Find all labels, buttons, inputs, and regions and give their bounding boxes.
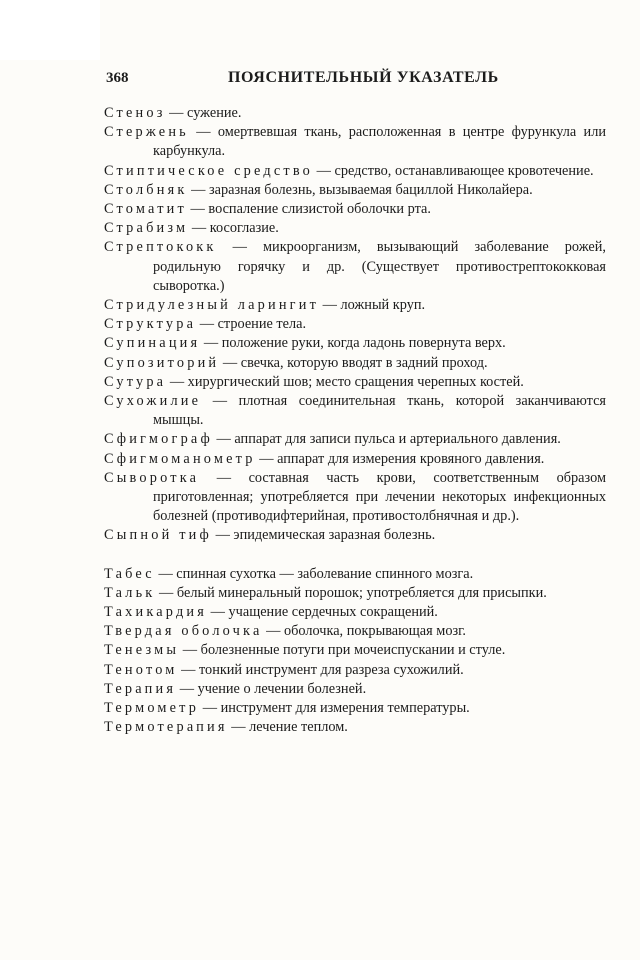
entry-term: Тенотом	[104, 661, 178, 678]
entry-term: Сфигмограф	[104, 431, 213, 448]
glossary-entry	[104, 334, 606, 353]
entry-term: Столбняк	[104, 181, 188, 198]
entry-definition: — плотная соединительная ткань, которой заканчиваются мышцы.	[153, 393, 606, 429]
entry-definition: — болезненные потуги при мочеиспускании и стуле.	[182, 642, 506, 659]
entry-definition: — оболочка, покрывающая мозг.	[266, 623, 466, 640]
glossary-entry	[104, 641, 606, 660]
entry-definition: — белый минеральный порошок; употребляется для присыпки.	[159, 584, 547, 601]
glossary-entry	[104, 354, 606, 373]
entry-definition: — ложный круп.	[322, 297, 426, 314]
entry-definition: — косоглазие.	[191, 220, 279, 237]
entry-term: Тальк	[104, 584, 156, 601]
glossary-entry	[104, 296, 606, 315]
entry-definition: — учение о лечении болезней.	[179, 680, 367, 697]
entry-definition: — составная часть крови, соответственным образом приготовленная; употребляется при лечении некоторых инфекционных болезней (противодифтерийная, противостолбнячная и др.).	[153, 469, 606, 525]
entry-definition: — воспаление слизистой оболочки рта.	[190, 201, 431, 218]
glossary-entry	[104, 603, 606, 622]
entry-definition: — заразная болезнь, вызываемая бациллой Николайера.	[191, 181, 533, 198]
entry-term: Стеноз	[104, 105, 166, 121]
entry-term: Стержень	[104, 124, 189, 141]
glossary-entry	[104, 392, 606, 430]
entry-term: Стоматит	[104, 201, 187, 218]
entry-term: Стрептококк	[104, 239, 217, 256]
entry-term: Супозиторий	[104, 354, 220, 371]
glossary-entry	[104, 200, 606, 219]
entry-definition: — строение тела.	[199, 316, 307, 333]
entry-definition: — омертвевшая ткань, расположенная в центре фурункула или карбункула.	[153, 124, 606, 160]
entry-definition: — аппарат для измерения кровяного давления.	[259, 450, 545, 467]
entry-term: Термометр	[104, 700, 200, 717]
entry-definition: — аппарат для записи пульса и артериального давления.	[216, 431, 561, 448]
glossary-entry	[104, 718, 606, 737]
entry-definition: — эпидемическая заразная болезнь.	[215, 527, 436, 544]
entry-definition: — учащение сердечных сокращений.	[210, 604, 438, 621]
running-title: ПОЯСНИТЕЛЬНЫЙ УКАЗАТЕЛЬ	[228, 69, 499, 86]
entry-definition: — свечка, которую вводят в задний проход.	[222, 354, 488, 371]
glossary-entries	[104, 104, 606, 738]
entry-term: Стридулезный ларингит	[104, 297, 320, 314]
glossary-entry	[104, 526, 606, 545]
glossary-entry	[104, 469, 606, 527]
entry-term: Структура	[104, 316, 197, 333]
entry-term: Сфигмоманометр	[104, 450, 256, 467]
glossary-entry	[104, 565, 606, 584]
glossary-entry	[104, 162, 606, 181]
entry-term: Стиптическое средство	[104, 162, 314, 179]
entry-definition: — лечение теплом.	[231, 719, 348, 736]
entry-term: Сухожилие	[104, 393, 202, 410]
entry-term: Сыворотка	[104, 469, 200, 486]
entry-term: Терапия	[104, 680, 177, 697]
entry-term: Твердая оболочка	[104, 623, 263, 640]
entry-definition: — спинная сухотка — заболевание спинного мозга.	[158, 565, 474, 582]
entry-term: Сыпной тиф	[104, 527, 212, 544]
entry-definition: — хирургический шов; место сращения черепных костей.	[169, 373, 524, 390]
glossary-entry	[104, 123, 606, 161]
entry-term: Тенезмы	[104, 642, 180, 659]
entry-definition: — инструмент для измерения температуры.	[202, 700, 470, 717]
page-header	[106, 68, 606, 90]
page-number: 368	[106, 70, 129, 86]
glossary-entry	[104, 104, 606, 123]
entry-term: Страбизм	[104, 220, 189, 237]
entry-definition: — тонкий инструмент для разреза сухожилий.	[181, 661, 464, 678]
entry-definition: — сужение.	[169, 105, 242, 121]
glossary-entry	[104, 430, 606, 449]
entry-term: Супинация	[104, 335, 201, 352]
glossary-entry	[104, 699, 606, 718]
glossary-entry	[104, 238, 606, 296]
entry-term: Тахикардия	[104, 604, 208, 621]
glossary-entry	[104, 661, 606, 680]
glossary-entry	[104, 680, 606, 699]
glossary-entry	[104, 219, 606, 238]
entry-term: Табес	[104, 565, 155, 582]
entry-term: Сутура	[104, 373, 167, 390]
entry-definition: — микроорганизм, вызывающий заболевание рожей, родильную горячку и др. (Существует противострептококковая сыворотка.)	[153, 239, 606, 294]
entry-term: Термотерапия	[104, 719, 228, 736]
glossary-entry	[104, 584, 606, 603]
glossary-entry	[104, 450, 606, 469]
glossary-entry	[104, 181, 606, 200]
glossary-entry	[104, 315, 606, 334]
letter-section-divider	[104, 546, 606, 565]
glossary-entry	[104, 622, 606, 641]
entry-definition: — положение руки, когда ладонь повернута верх.	[203, 335, 506, 352]
entry-definition: — средство, останавливающее кровотечение.	[316, 162, 594, 179]
glossary-entry	[104, 373, 606, 392]
